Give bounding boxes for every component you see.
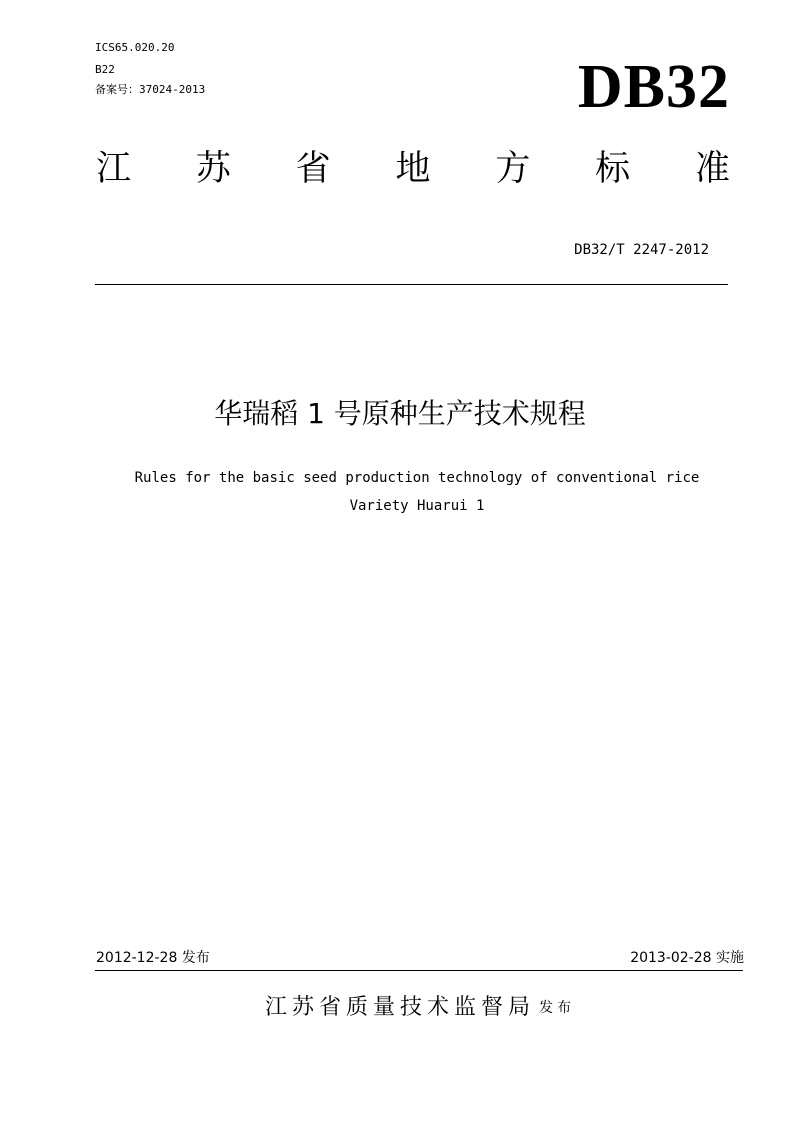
top-divider <box>95 284 728 285</box>
document-title-zh: 华瑞稻 1 号原种生产技术规程 <box>214 397 586 430</box>
standard-category-title <box>96 146 730 192</box>
category-char: 江 <box>96 149 132 189</box>
publisher-name: 江苏省质量技术监督局 <box>264 995 535 1020</box>
category-char: 方 <box>495 149 531 189</box>
category-char: 苏 <box>195 149 231 189</box>
ics-code: ICS65.020.20 <box>95 41 175 54</box>
implementation-date: 2013-02-28 实施 <box>630 950 744 966</box>
ccs-code: B22 <box>95 63 115 76</box>
standard-number: DB32/T 2247-2012 <box>574 242 709 258</box>
document-title-en-line1: Rules for the basic seed production technology of conventional rice <box>134 470 700 486</box>
category-char: 地 <box>395 149 431 189</box>
category-char: 省 <box>295 149 331 189</box>
category-char: 标 <box>595 149 631 189</box>
db-code-logo: DB32 <box>577 53 730 121</box>
record-number: 备案号：37024-2013 <box>95 83 206 96</box>
publish-label: 发布 <box>539 1000 575 1016</box>
issue-date: 2012-12-28 发布 <box>96 950 210 966</box>
document-title-en-line2: Variety Huarui 1 <box>349 498 485 514</box>
category-char: 准 <box>694 149 730 189</box>
bottom-divider <box>95 970 743 971</box>
publisher-line <box>0 991 800 1025</box>
